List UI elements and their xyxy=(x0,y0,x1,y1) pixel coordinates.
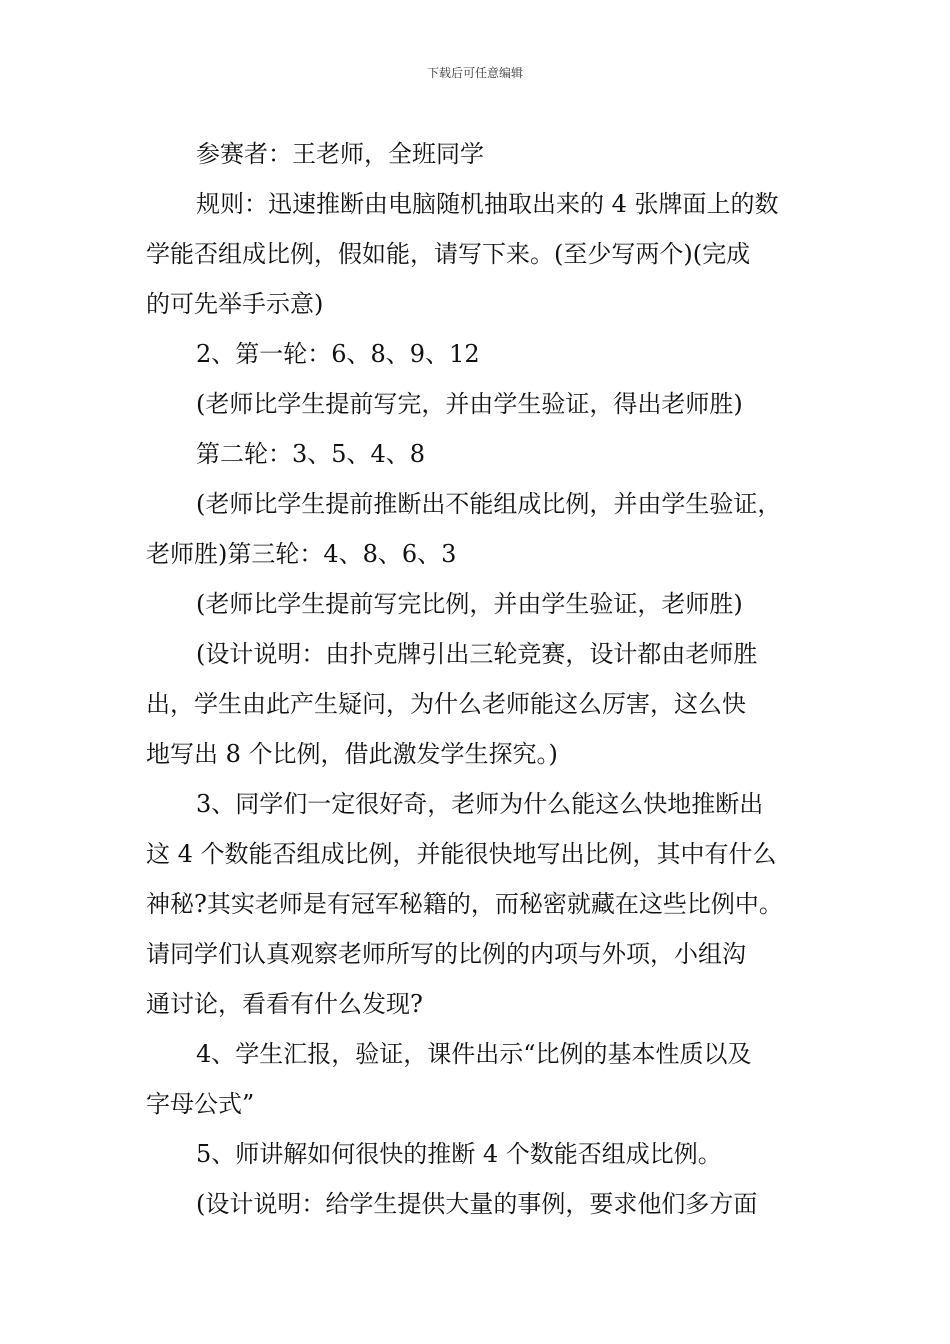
text-line: 地写出 8 个比例，借此激发学生探究。) xyxy=(146,740,558,768)
text-line: 老师胜)第三轮：4、8、6、3 xyxy=(146,540,457,568)
text-line: 请同学们认真观察老师所写的比例的内项与外项，小组沟 xyxy=(146,940,746,968)
text-line: 这 4 个数能否组成比例，并能很快地写出比例，其中有什么 xyxy=(146,840,777,868)
text-line: 3、同学们一定很好奇，老师为什么能这么快地推断出 xyxy=(196,790,764,818)
text-line: 出，学生由此产生疑问，为什么老师能这么厉害，这么快 xyxy=(146,690,746,718)
text-line: 的可先举手示意) xyxy=(146,290,324,318)
text-line: (老师比学生提前写完，并由学生验证，得出老师胜) xyxy=(196,390,743,418)
text-line: 参赛者：王老师，全班同学 xyxy=(196,140,484,168)
text-line: 字母公式” xyxy=(146,1090,255,1118)
text-line: 第二轮：3、5、4、8 xyxy=(196,440,426,468)
text-line: (老师比学生提前推断出不能组成比例，并由学生验证， xyxy=(196,490,782,518)
text-line: 4、学生汇报，验证，课件出示“比例的基本性质以及 xyxy=(196,1040,752,1068)
text-line: (设计说明：给学生提供大量的事例，要求他们多方面 xyxy=(196,1190,758,1218)
text-line: 2、第一轮：6、8、9、12 xyxy=(196,340,480,368)
text-line: 学能否组成比例，假如能，请写下来。(至少写两个)(完成 xyxy=(146,240,751,268)
text-line: (设计说明：由扑克牌引出三轮竞赛，设计都由老师胜 xyxy=(196,640,758,668)
document-body xyxy=(146,129,830,1229)
text-line: (老师比学生提前写完比例，并由学生验证，老师胜) xyxy=(196,590,743,618)
text-line: 神秘?其实老师是有冠军秘籍的，而秘密就藏在这些比例中。 xyxy=(146,890,783,918)
text-line: 通讨论，看看有什么发现? xyxy=(146,990,423,1018)
text-line: 规则：迅速推断由电脑随机抽取出来的 4 张牌面上的数 xyxy=(196,190,779,218)
page-header: 下载后可任意编辑 xyxy=(426,66,523,80)
text-line: 5、师讲解如何很快的推断 4 个数能否组成比例。 xyxy=(196,1140,722,1168)
